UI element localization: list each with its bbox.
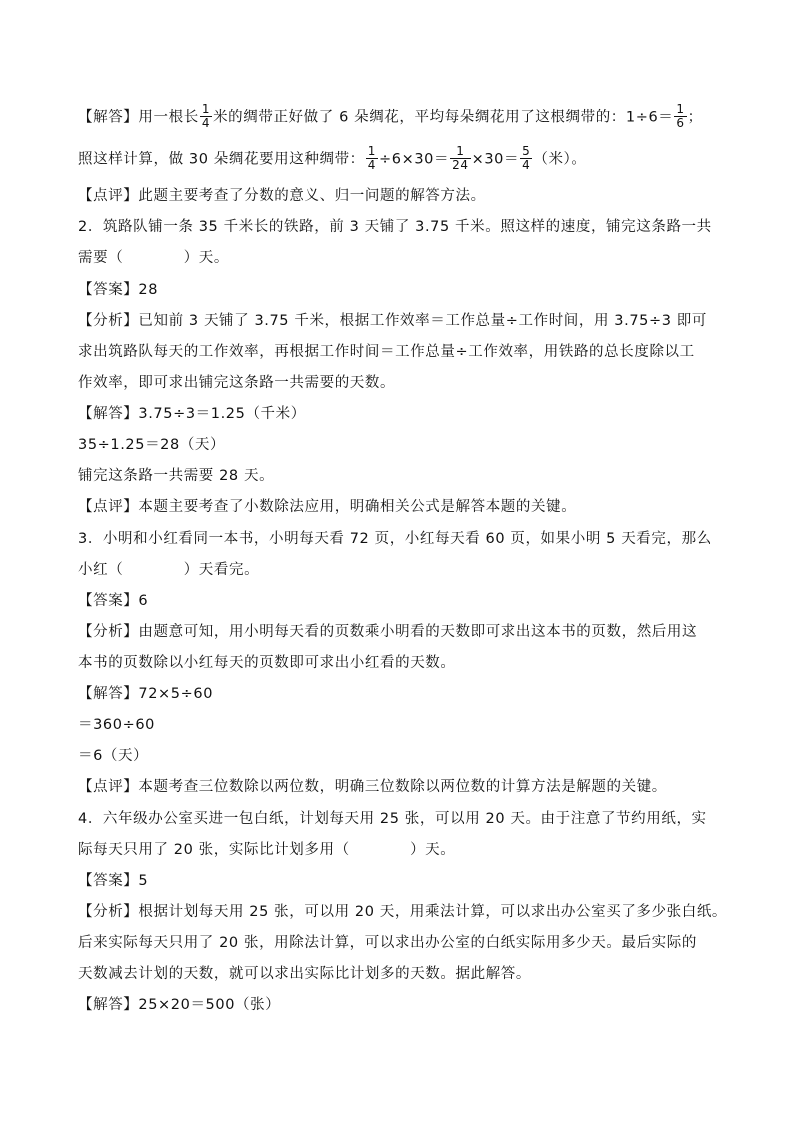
- comment-line: 【点评】此题主要考查了分数的意义、归一问题的解答方法。: [78, 188, 486, 204]
- solution-line: 【解答】72×5÷60: [78, 686, 214, 702]
- fraction: [450, 145, 470, 172]
- question-line: 4．六年级办公室买进一包白纸，计划每天用 25 张，可以用 20 天。由于注意了节约用纸，实: [78, 811, 707, 827]
- analysis-line: 【分析】已知前 3 天铺了 3.75 千米，根据工作效率＝工作总量÷工作时间，用 3.75÷3 即可: [78, 313, 707, 329]
- question-line: 际每天只用了 20 张，实际比计划多用（ ）天。: [78, 842, 456, 858]
- answer-line: 【答案】6: [78, 593, 149, 609]
- solution-line: 【解答】3.75÷3＝1.25（千米）: [78, 406, 306, 422]
- solution-line: [78, 146, 587, 173]
- fraction-numerator: 1: [676, 102, 685, 116]
- comment-line: 【点评】本题考查三位数除以两位数，明确三位数除以两位数的计算方法是解题的关键。: [78, 779, 667, 795]
- answer-line: 【答案】5: [78, 873, 149, 889]
- question-line: 2．筑路队铺一条 35 千米长的铁路，前 3 天铺了 3.75 千米。照这样的速度，铺完这条路一共: [78, 219, 712, 235]
- fraction-numerator: 5: [522, 144, 531, 158]
- fraction: [674, 103, 686, 130]
- analysis-line: 【分析】根据计划每天用 25 张，可以用 20 天，用乘法计算，可以求出办公室买了多少张白纸。: [78, 904, 728, 920]
- fraction-denominator: 4: [367, 158, 377, 172]
- comment-line: 【点评】本题主要考查了小数除法应用，明确相关公式是解答本题的关键。: [78, 499, 577, 515]
- solution-text: 【解答】用一根长: [78, 109, 199, 126]
- fraction-numerator: 1: [367, 144, 377, 158]
- fraction-denominator: 4: [201, 116, 211, 130]
- solution-text: 米的绸带正好做了 6 朵绸花，平均每朵绸花用了这根绸带的：1÷6＝: [213, 109, 674, 126]
- solution-line: 35÷1.25＝28（天）: [78, 437, 226, 453]
- analysis-line: 天数减去计划的天数，就可以求出实际比计划多的天数。据此解答。: [78, 966, 531, 982]
- solution-line: [78, 104, 703, 131]
- fraction-denominator: 4: [522, 158, 531, 172]
- analysis-line: 作效率，即可求出铺完这条路一共需要的天数。: [78, 375, 396, 391]
- fraction: [200, 103, 212, 130]
- fraction: [520, 145, 532, 172]
- fraction-numerator: 1: [201, 102, 211, 116]
- solution-text: ×30＝: [471, 151, 520, 168]
- fraction-numerator: 1: [450, 145, 470, 159]
- analysis-line: 本书的页数除以小红每天的页数即可求出小红看的天数。: [78, 655, 456, 671]
- solution-line: 【解答】25×20＝500（张）: [78, 997, 281, 1013]
- solution-line: 铺完这条路一共需要 28 天。: [78, 468, 275, 484]
- question-line: 小红（ ）天看完。: [78, 562, 260, 578]
- analysis-line: 【分析】由题意可知，用小明每天看的页数乘小明看的天数即可求出这本书的页数，然后用这: [78, 624, 698, 640]
- solution-text: ÷6×30＝: [379, 151, 450, 168]
- solution-text: （米）。: [533, 151, 587, 168]
- solution-line: ＝6（天）: [78, 748, 149, 764]
- fraction: [366, 145, 378, 172]
- solution-text: ；: [687, 109, 703, 126]
- solution-line: ＝360÷60: [78, 717, 155, 733]
- fraction-denominator: 6: [676, 116, 685, 130]
- question-line: 3．小明和小红看同一本书，小明每天看 72 页，小红每天看 60 页，如果小明 5 天看完，那么: [78, 531, 712, 547]
- answer-line: 【答案】28: [78, 282, 159, 298]
- analysis-line: 后来实际每天只用了 20 张，用除法计算，可以求出办公室的白纸实际用多少天。最后实际的: [78, 935, 697, 951]
- solution-text: 照这样计算，做 30 朵绸花要用这种绸带：: [78, 151, 365, 168]
- fraction-denominator: 24: [452, 158, 469, 172]
- analysis-line: 求出筑路队每天的工作效率，再根据工作时间＝工作总量÷工作效率，用铁路的总长度除以工: [78, 344, 695, 360]
- question-line: 需要（ ）天。: [78, 250, 229, 266]
